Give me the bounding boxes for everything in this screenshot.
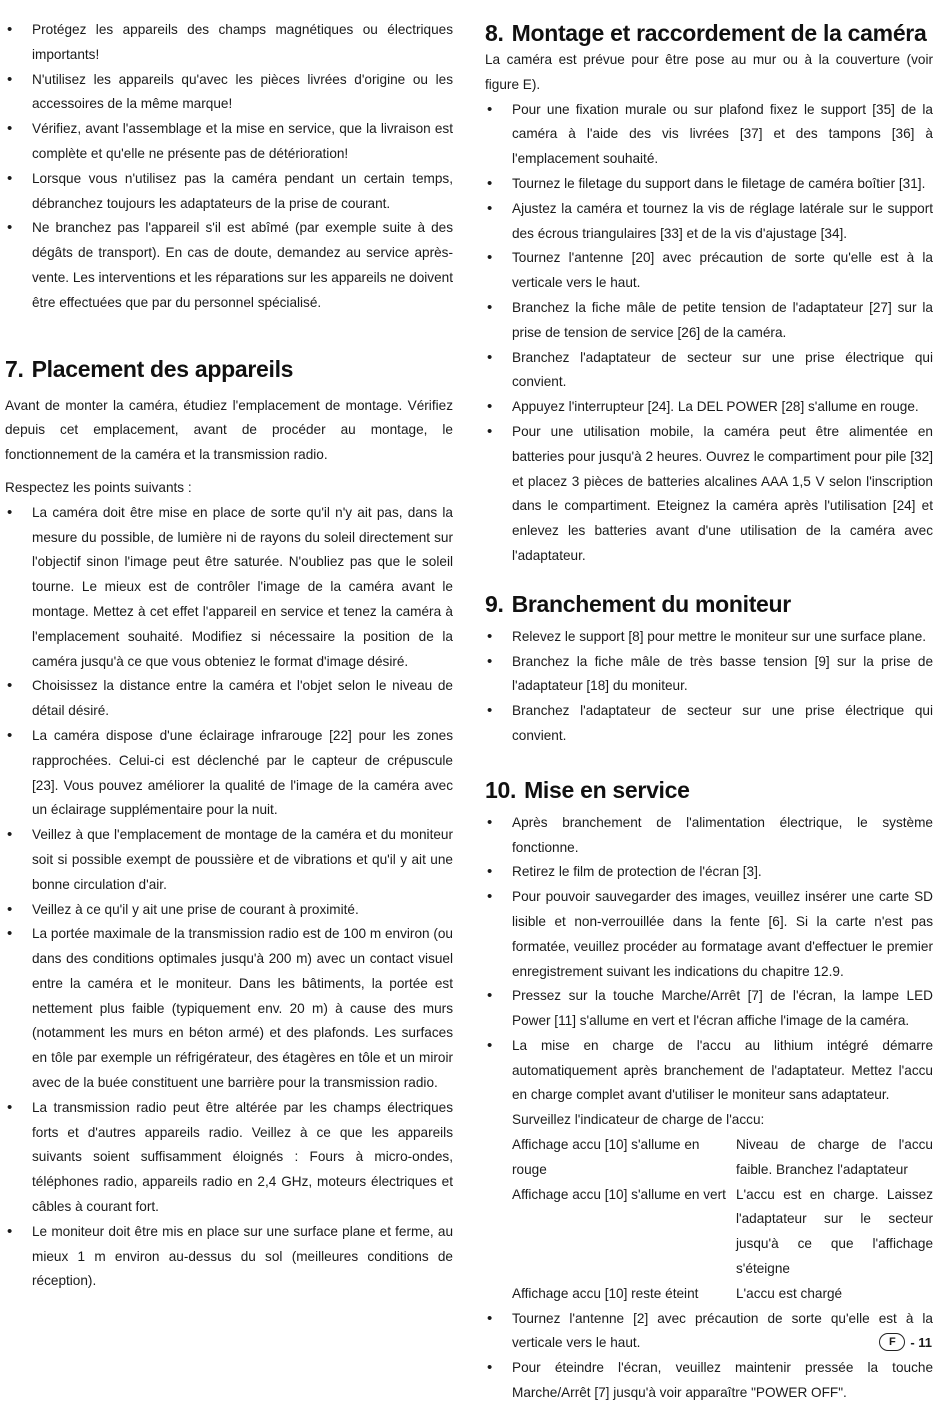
list-item: • Tournez le filetage du support dans le filetage de caméra boîtier [31]. <box>485 172 933 197</box>
list-item: • La transmission radio peut être altérée par les champs électriques forts et d'autres appareils radio. Veillez à ce que les appareils suivants soient suffisamment éloignés : Fours à micro-ondes, téléphones radio, appareils radio en 2,4 GHz, moteurs électriques et câbles à courant fort. <box>5 1096 453 1220</box>
list-item: • Branchez l'adaptateur de secteur sur une prise électrique qui convient. <box>485 699 933 749</box>
list-item: • Pour une utilisation mobile, la caméra peut être alimentée en batteries pour jusqu'à 2 heures. Ouvrez le compartiment pour pile [32] et placez 3 pièces de batteries alcalines AAA 1,5 V selon l'inscription dans le compartiment. Eteignez la caméra après l'utilisation [24] et enlevez les batteries avant d'une utilisation de la caméra avec l'adaptateur. <box>485 420 933 569</box>
list-item: • Lorsque vous n'utilisez pas la caméra pendant un certain temps, débranchez toujours les adaptateurs de la prise de courant. <box>5 167 453 217</box>
list-item: • Appuyez l'interrupteur [24]. La DEL POWER [28] s'allume en rouge. <box>485 395 933 420</box>
left-column <box>5 18 453 1294</box>
table-row <box>512 1183 933 1282</box>
list-item: • Veillez à ce qu'il y ait une prise de courant à proximité. <box>5 898 453 923</box>
right-column <box>485 18 933 1406</box>
battery-meaning: L'accu est en charge. Laissez l'adaptateur sur le secteur jusqu'à ce que l'affichage s'éteigne <box>736 1186 933 1277</box>
list-item: • Tournez l'antenne [20] avec précaution de sorte qu'elle est à la verticale vers le haut. <box>485 246 933 296</box>
section-title: Placement des appareils <box>31 355 294 382</box>
battery-state: Affichage accu [10] s'allume en vert <box>512 1186 726 1202</box>
section-number: 10. <box>485 776 517 803</box>
section-7-intro: Avant de monter la caméra, étudiez l'emplacement de montage. Vérifiez depuis cet emplacement, avant de procéder au montage, le fonctionnement de la caméra et la transmission radio. <box>5 397 453 463</box>
list-item: • Branchez l'adaptateur de secteur sur une prise électrique qui convient. <box>485 346 933 396</box>
mounting-bullet-list <box>485 98 933 569</box>
startup-bullet-list <box>485 811 933 1406</box>
list-item: • Branchez la fiche mâle de petite tension de l'adaptateur [27] sur la prise de tension de service [26] de la caméra. <box>485 296 933 346</box>
page-number: - 11 <box>910 1334 932 1350</box>
section-8-intro: La caméra est prévue pour être pose au mur ou à la couverture (voir figure E). <box>485 52 933 92</box>
list-item: • Après branchement de l'alimentation électrique, le système fonctionne. <box>485 811 933 861</box>
placement-bullet-list <box>5 501 453 1295</box>
safety-bullet-list <box>5 18 453 316</box>
list-item: • Retirez le film de protection de l'écran [3]. <box>485 860 933 885</box>
section-number: 8. <box>485 20 504 46</box>
language-badge: F <box>879 1333 905 1351</box>
list-item: • Pour éteindre l'écran, veuillez maintenir pressée la touche Marche/Arrêt [7] jusqu'à voir apparaître "POWER OFF". <box>485 1356 933 1406</box>
list-item: • Tournez l'antenne [2] avec précaution de sorte qu'elle est à la verticale vers le haut. <box>485 1307 933 1357</box>
list-item: • Protégez les appareils des champs magnétiques ou électriques importants! <box>5 18 453 68</box>
monitor-bullet-list <box>485 625 933 749</box>
list-item: • Pressez sur la touche Marche/Arrêt [7] de l'écran, la lampe LED Power [11] s'allume en vert et l'écran affiche l'image de la caméra. <box>485 984 933 1034</box>
table-row <box>512 1282 933 1307</box>
section-number: 9. <box>485 590 504 617</box>
section-title: Branchement du moniteur <box>511 590 791 617</box>
list-item: • Vérifiez, avant l'assemblage et la mise en service, que la livraison est complète et qu'elle ne présente pas de détérioration! <box>5 117 453 167</box>
page-footer <box>879 1333 932 1351</box>
list-item: • Branchez la fiche mâle de très basse tension [9] sur la prise de l'adaptateur [18] du moniteur. <box>485 650 933 700</box>
battery-meaning: Niveau de charge de l'accu faible. Branchez l'adaptateur <box>736 1137 933 1177</box>
battery-state: Affichage accu [10] reste éteint <box>512 1285 699 1301</box>
list-item: • Ne branchez pas l'appareil s'il est abîmé (par exemple suite à des dégâts de transport). En cas de doute, demandez au service après-vente. Les interventions et les réparations sur les appareils ne doivent être effectuées que par du personnel spécialisé. <box>5 216 453 315</box>
battery-indicator-table <box>512 1133 933 1307</box>
list-item: • Relevez le support [8] pour mettre le moniteur sur une surface plane. <box>485 625 933 650</box>
list-item: • N'utilisez les appareils qu'avec les pièces livrées d'origine ou les accessoires de la même marque! <box>5 68 453 118</box>
table-row <box>512 1133 933 1183</box>
section-title: Montage et raccordement de la caméra <box>511 20 927 46</box>
list-item: • Le moniteur doit être mis en place sur une surface plane et ferme, au mieux 1 m environ au-dessus du sol (meilleures conditions de réception). <box>5 1220 453 1294</box>
list-item <box>485 1034 933 1307</box>
section-9-heading <box>485 589 933 619</box>
section-7-heading <box>5 354 453 384</box>
section-8-heading <box>485 18 933 48</box>
list-item: • Veillez à que l'emplacement de montage de la caméra et du moniteur soit si possible exempt de poussière et de vibrations et qu'il y ait une bonne circulation d'air. <box>5 823 453 897</box>
section-title: Mise en service <box>524 776 690 803</box>
list-item: • Pour pouvoir sauvegarder des images, veuillez insérer une carte SD lisible et non-verrouillée dans la fente [6]. Si la carte n'est pas formatée, veuillez procéder au formatage avant d'effectuer le premier enregistrement suivant les indications du chapitre 12.9. <box>485 885 933 984</box>
section-10-heading <box>485 775 933 805</box>
list-item: • Pour une fixation murale ou sur plafond fixez le support [35] de la caméra à l'aide des vis livrées [37] et des tampons [36] à l'emplacement souhaité. <box>485 98 933 172</box>
list-item: • La caméra dispose d'une éclairage infrarouge [22] pour les zones rapprochées. Celui-ci est déclenché par le capteur de crépuscule [23]. Vous pouvez améliorer la qualité de l'image de la caméra avec un éclairage supplémentaire pour la nuit. <box>5 724 453 823</box>
list-item: • Ajustez la caméra et tournez la vis de réglage latérale sur le support des écrous triangulaires [33] et de la vis d'ajustage [34]. <box>485 197 933 247</box>
battery-meaning: L'accu est chargé <box>736 1285 843 1301</box>
section-number: 7. <box>5 355 24 382</box>
battery-state: Affichage accu [10] s'allume en rouge <box>512 1137 700 1177</box>
battery-bullet-text: • La mise en charge de l'accu au lithium intégré démarre automatiquement après branchement de l'adaptateur. Mettez l'accu en charge complet avant d'utiliser le moniteur sans adaptateur. <box>512 1037 933 1103</box>
battery-lead: Surveillez l'indicateur de charge de l'accu: <box>512 1112 765 1128</box>
list-item: • Choisissez la distance entre la caméra et l'objet selon le niveau de détail désiré. <box>5 674 453 724</box>
list-item: • La portée maximale de la transmission radio est de 100 m environ (ou dans des conditions optimales jusqu'à 200 m) avec un contact visuel entre la caméra et le moniteur. Dans les bâtiments, la portée est nettement plus faible (typiquement env. 20 m) à cause des murs (notamment les murs en béton armé) et des plafonds. Les surfaces en tôle par exemple un réfrigérateur, des étagères en tôle et un miroir avec de la buée constituent une barrière pour la transmission radio. <box>5 922 453 1096</box>
section-7-lead: Respectez les points suivants : <box>5 479 192 495</box>
list-item: • La caméra doit être mise en place de sorte qu'il n'y ait pas, dans la mesure du possible, de lumière ni de rayons du soleil directement sur l'objectif sinon l'image peut être saturée. N'oubliez pas que le soleil tourne. Le mieux est de contrôler l'image de la caméra avant le montage. Mettez à cet effet l'appareil en service et tenez la caméra à l'emplacement souhaité. Modifiez si nécessaire la position de la caméra jusqu'à ce que vous obteniez le format d'image désiré. <box>5 501 453 675</box>
